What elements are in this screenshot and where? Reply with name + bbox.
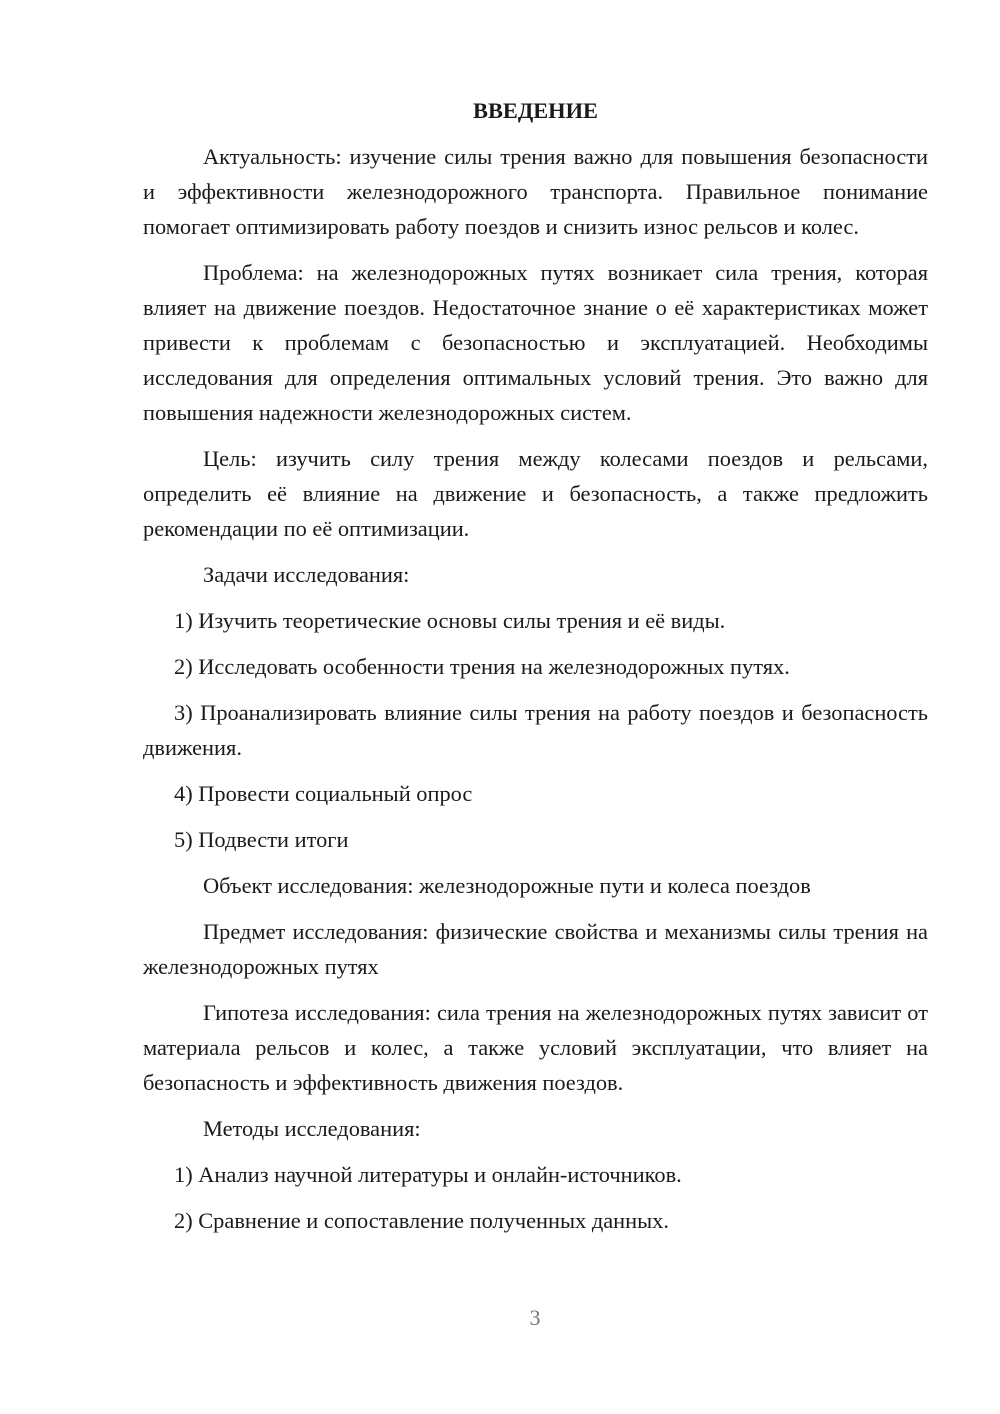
task-item: 3) Проанализировать влияние силы трения на работу поездов и безопасность движения. (143, 700, 928, 760)
subject-paragraph: Предмет исследования: физические свойства и механизмы силы трения на железнодорожных путях (143, 919, 928, 979)
goal-paragraph: Цель: изучить силу трения между колесами поездов и рельсами, определить её влияние на движение и безопасность, а также предложить рекомендации по её оптимизации. (143, 446, 928, 541)
relevance-paragraph: Актуальность: изучение силы трения важно для повышения безопасности и эффективности железнодорожного транспорта. Правильное понимание помогает оптимизировать работу поездов и снизить износ рельсов и колес. (143, 144, 928, 239)
method-item: 1) Анализ научной литературы и онлайн-источников. (174, 1162, 682, 1187)
section-heading: ВВЕДЕНИЕ (473, 98, 598, 123)
methods-title: Методы исследования: (203, 1116, 421, 1141)
method-item: 2) Сравнение и сопоставление полученных данных. (174, 1208, 669, 1233)
task-item: 5) Подвести итоги (174, 827, 349, 852)
page-number: 3 (529, 1305, 541, 1330)
task-item: 4) Провести социальный опрос (174, 781, 473, 806)
tasks-title: Задачи исследования: (203, 562, 410, 587)
problem-paragraph: Проблема: на железнодорожных путях возникает сила трения, которая влияет на движение поездов. Недостаточное знание о её характеристиках может привести к проблемам с безопасностью и эксплуатацией. Необходимы исследования для определения оптимальных условий трения. Это важно для повышения надежности железнодорожных систем. (143, 260, 928, 425)
page-content (143, 93, 928, 1249)
hypothesis-paragraph: Гипотеза исследования: сила трения на железнодорожных путях зависит от материала рельсов и колес, а также условий эксплуатации, что влияет на безопасность и эффективность движения поездов. (143, 1000, 928, 1095)
object-paragraph: Объект исследования: железнодорожные пути и колеса поездов (203, 873, 811, 898)
task-item: 2) Исследовать особенности трения на железнодорожных путях. (174, 654, 790, 679)
task-item: 1) Изучить теоретические основы силы трения и её виды. (174, 608, 726, 633)
